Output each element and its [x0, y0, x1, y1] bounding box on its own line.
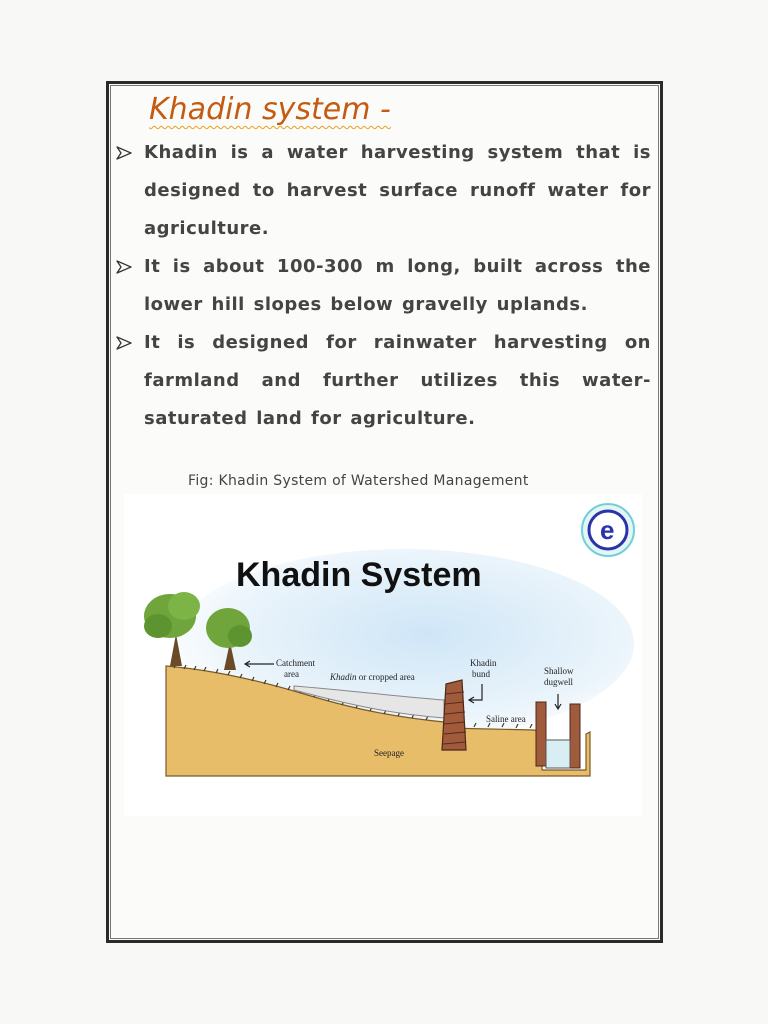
- logo-letter: e: [600, 515, 615, 545]
- bullet-item: [114, 248, 651, 324]
- label-dugwell-1: Shallow: [544, 666, 574, 676]
- label-dugwell-2: dugwell: [544, 677, 573, 687]
- figure-caption: Fig: Khadin System of Watershed Management: [188, 473, 529, 489]
- bullet-item: [114, 324, 651, 438]
- label-catchment-area: area: [284, 669, 299, 679]
- label-saline-area: Saline area: [486, 714, 526, 724]
- khadin-diagram-svg: [124, 494, 642, 816]
- arrow-bullet-icon: [116, 260, 132, 274]
- khadin-bund: [442, 680, 466, 750]
- bullet-text: It is about 100-300 m long, built across the lower hill slopes below gravelly uplands.: [144, 256, 651, 315]
- label-seepage: Seepage: [374, 748, 404, 758]
- khadin-diagram: [124, 494, 642, 816]
- bullet-text: It is designed for rainwater harvesting on farmland and further utilizes this water-saturated land for agriculture.: [144, 332, 651, 429]
- arrow-bullet-icon: [116, 146, 132, 160]
- bullet-item: [114, 134, 651, 248]
- diagram-title: Khadin System: [236, 556, 482, 594]
- label-bund-1: Khadin: [470, 658, 497, 668]
- label-catchment: Catchment: [276, 658, 315, 668]
- label-bund-2: bund: [472, 669, 490, 679]
- label-cropped-area: Khadin or cropped area: [330, 672, 415, 682]
- bullet-text: Khadin is a water harvesting system that is designed to harvest surface runoff water for agriculture.: [144, 142, 651, 239]
- logo-icon: [582, 504, 634, 556]
- arrow-bullet-icon: [116, 336, 132, 350]
- bullet-list: [114, 134, 651, 438]
- section-heading: Khadin system -: [149, 92, 391, 127]
